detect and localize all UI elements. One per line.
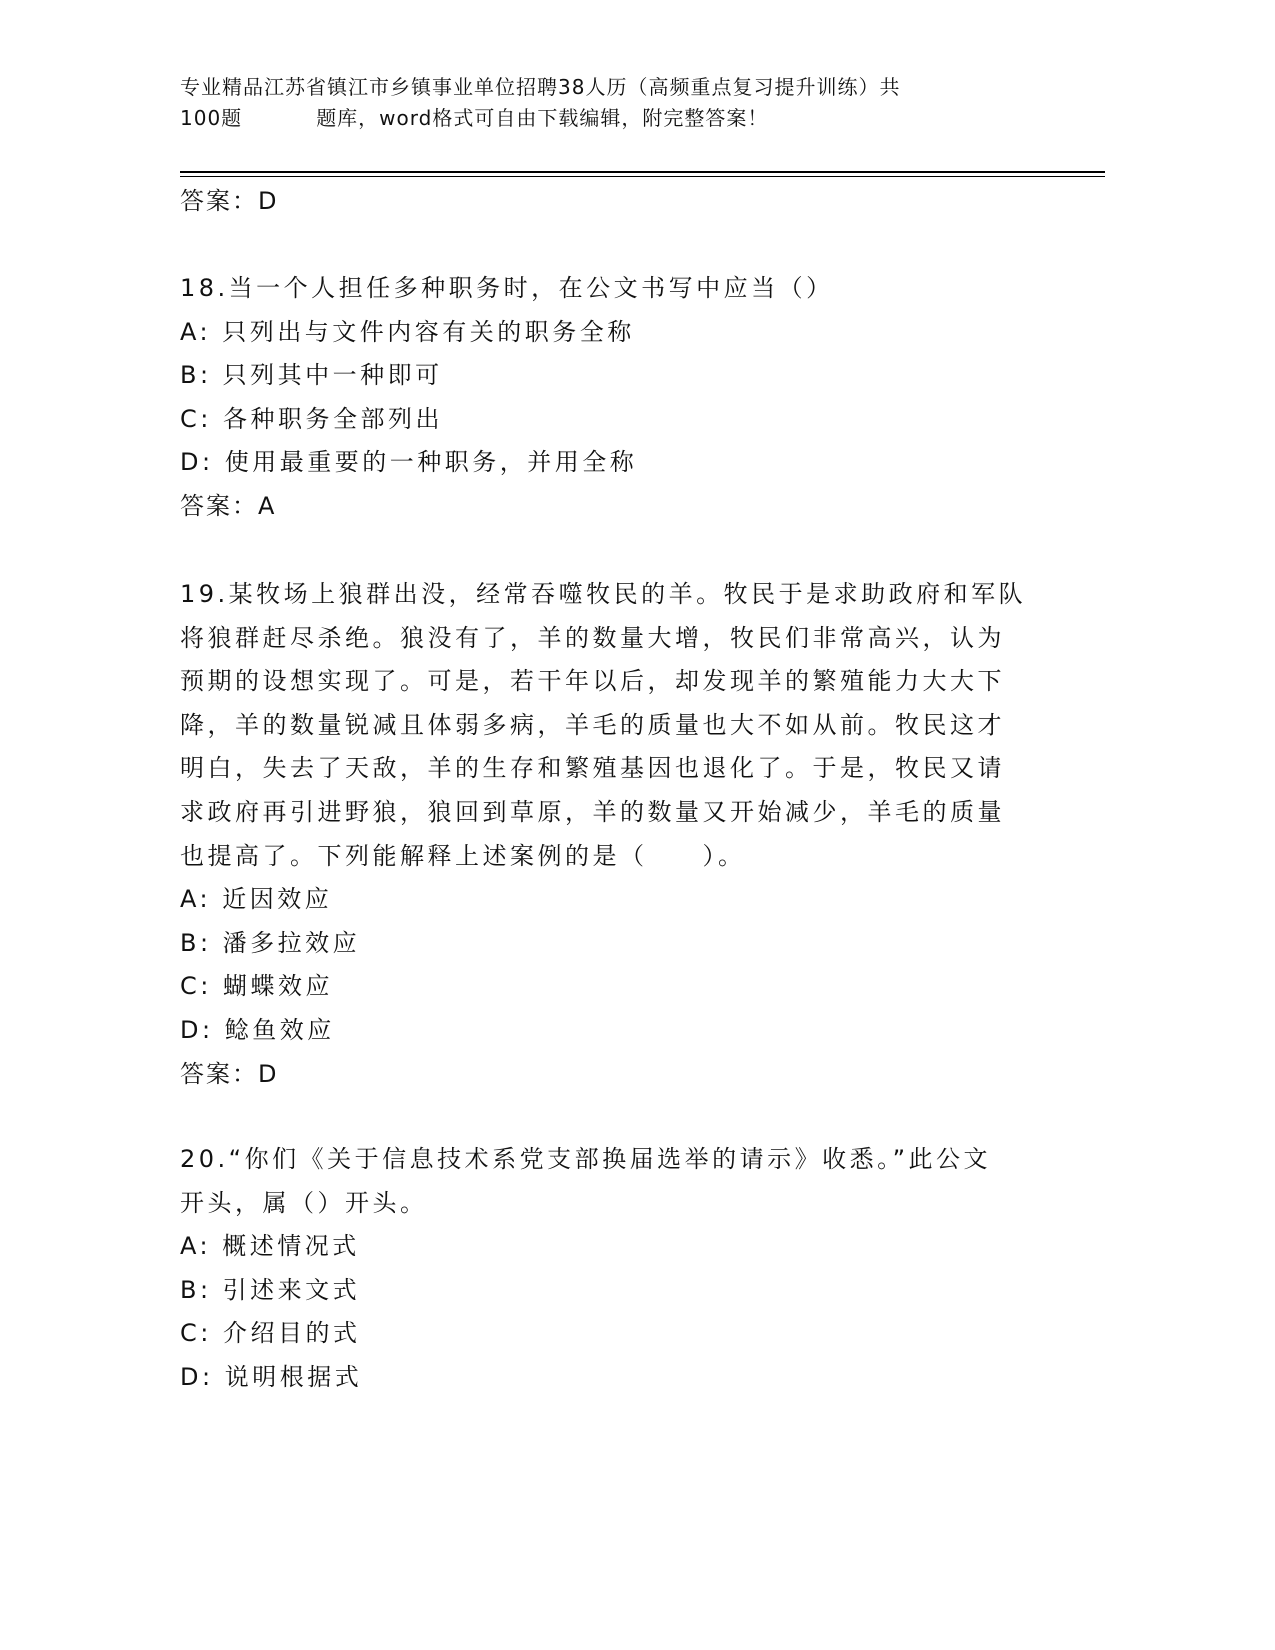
question-20 (180, 1138, 991, 1400)
option-a: A: 只列出与文件内容有关的职务全称 (180, 317, 635, 346)
question-text-line: 预期的设想实现了。可是，若干年以后，却发现羊的繁殖能力大大下 (180, 667, 1005, 696)
question-text-line: 降，羊的数量锐减且体弱多病，羊毛的质量也大不如从前。牧民这才 (180, 710, 1005, 739)
option-c: C: 蝴蝶效应 (180, 972, 333, 1001)
header-rule-bottom (180, 176, 1105, 177)
question-text-line: 也提高了。下列能解释上述案例的是（ ）。 (180, 841, 746, 870)
option-d: D: 鲶鱼效应 (180, 1015, 335, 1044)
question-19 (180, 573, 1026, 1096)
question-text-line: 开头，属（）开头。 (180, 1188, 428, 1217)
option-d: D: 使用最重要的一种职务，并用全称 (180, 448, 638, 477)
option-c: C: 介绍目的式 (180, 1319, 361, 1348)
question-text-line: 求政府再引进野狼，狼回到草原，羊的数量又开始减少，羊毛的质量 (180, 797, 1005, 826)
answer: 答案：D (180, 1059, 279, 1088)
option-d: D: 说明根据式 (180, 1362, 363, 1391)
option-b: B: 潘多拉效应 (180, 928, 361, 957)
answer: 答案：A (180, 491, 277, 520)
option-c: C: 各种职务全部列出 (180, 404, 443, 433)
header-count: 100题 (180, 106, 243, 130)
option-a: A: 近因效应 (180, 885, 333, 914)
header-line-2 (180, 103, 900, 134)
question-text-line: 19.某牧场上狼群出没，经常吞噬牧民的羊。牧民于是求助政府和军队 (180, 580, 1027, 608)
prev-answer: 答案：D (180, 187, 279, 215)
question-text-line: 将狼群赶尽杀绝。狼没有了，羊的数量大增，牧民们非常高兴，认为 (180, 623, 1005, 652)
header-desc: 题库，word格式可自由下载编辑，附完整答案！ (316, 106, 769, 130)
question-text-line: 明白，失去了天敌，羊的生存和繁殖基因也退化了。于是，牧民又请 (180, 754, 1005, 783)
header-rule-top (180, 171, 1105, 173)
question-text-line: 20.“你们《关于信息技术系党支部换届选举的请示》收悉。”此公文 (180, 1145, 992, 1173)
question-18 (180, 267, 834, 529)
document-header (180, 72, 900, 134)
option-a: A: 概述情况式 (180, 1232, 360, 1261)
option-b: B: 引述来文式 (180, 1275, 361, 1304)
header-line-1: 专业精品江苏省镇江市乡镇事业单位招聘38人历（高频重点复习提升训练）共 (180, 75, 901, 99)
question-text: 18.当一个人担任多种职务时，在公文书写中应当（） (180, 274, 834, 302)
option-b: B: 只列其中一种即可 (180, 361, 443, 390)
